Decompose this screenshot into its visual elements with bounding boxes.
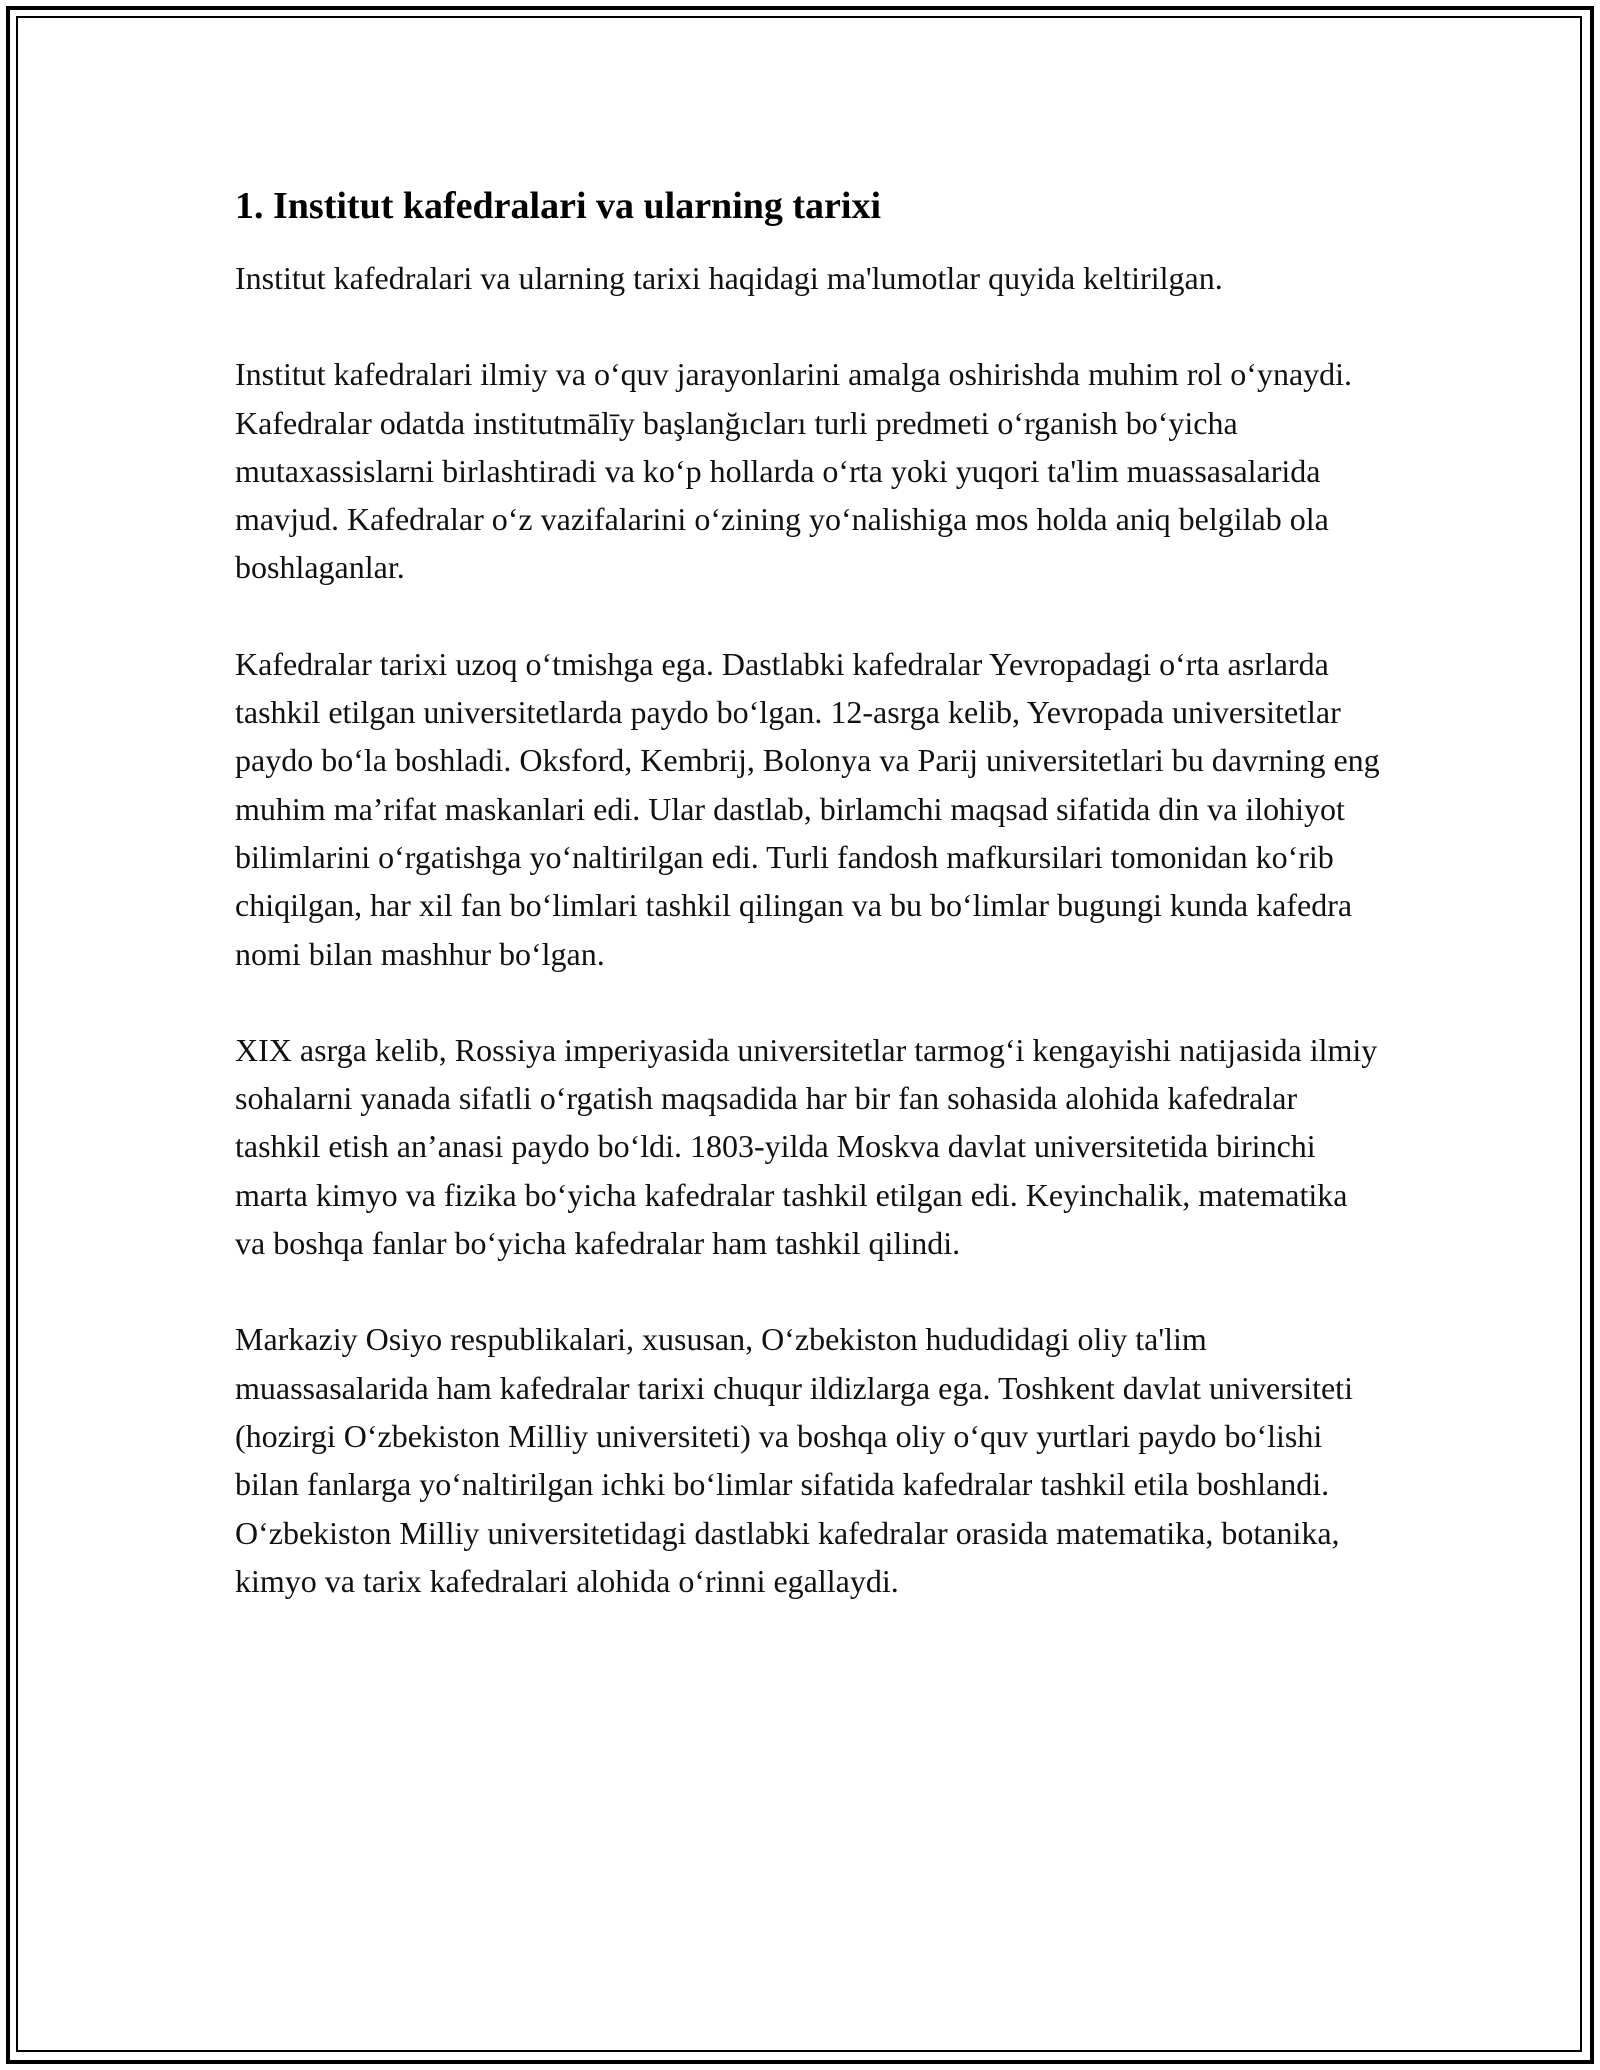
paragraph-intro: Institut kafedralari va ularning tarixi haqidagi ma'lumotlar quyida keltirilgan. (235, 260, 1223, 296)
paragraph-history-russia: XIX asrga kelib, Rossiya imperiyasida universitetlar tarmog‘i kengayishi natijasida ilmiy sohalarni yanada sifatli o‘rgatish maqsadida har bir fan sohasida alohida kafedralar tashkil etish an’anasi paydo bo‘ldi. 1803-yilda Moskva davlat universitetida birinchi marta kimyo va fizika bo‘yicha kafedralar tashkil etilgan edi. Keyinchalik, matematika va boshqa fanlar bo‘yicha kafedralar ham tashkil qilindi. (235, 1031, 1378, 1262)
paragraph-history-uzbekistan: Markaziy Osiyo respublikalari, xususan, O‘zbekiston hududidagi oliy ta'lim muassasalarida ham kafedralar tarixi chuqur ildizlarga ega. Toshkent davlat universiteti (hozirgi O‘zbekiston Milliy universiteti) va boshqa oliy o‘quv yurtlari paydo bo‘lishi bilan fanlarga yo‘naltirilgan ichki bo‘limlar sifatida kafedralar tashkil etila boshlandi. O‘zbekiston Milliy universitetidagi dastlabki kafedralar orasida matematika, botanika, kimyo va tarix kafedralari alohida o‘rinni egallaydi. (235, 1321, 1353, 1599)
paragraph-role: Institut kafedralari ilmiy va o‘quv jarayonlarini amalga oshirishda muhim rol o‘ynaydi. Kafedralar odatda institutmālīy başlanğıcları turli predmeti o‘rganish bo‘yicha mutaxassislarni birlashtiradi va ko‘p hollarda o‘rta yoki yuqori ta'lim muassasalarida mavjud. Kafedralar o‘z vazifalarini o‘zining yo‘nalishiga mos holda aniq belgilab ola boshlaganlar. (235, 356, 1353, 586)
section-heading: 1. Institut kafedralari va ularning tarixi (235, 185, 882, 227)
paragraph-history-europe: Kafedralar tarixi uzoq o‘tmishga ega. Dastlabki kafedralar Yevropadagi o‘rta asrlarda tashkil etilgan universitetlarda paydo bo‘lgan. 12-asrga kelib, Yevropada universitetlar paydo bo‘la boshladi. Oksford, Kembrij, Bolonya va Parij universitetlari bu davrning eng muhim ma’rifat maskanlari edi. Ular dastlab, birlamchi maqsad sifatida din va ilohiyot bilimlarini o‘rgatishga yo‘naltirilgan edi. Turli fandosh mafkursilari tomonidan ko‘rib chiqilgan, har xil fan bo‘limlari tashkil qilingan va bu bo‘limlar bugungi kunda kafedra nomi bilan mashhur bo‘lgan. (235, 645, 1380, 972)
document-body (235, 180, 1385, 1653)
